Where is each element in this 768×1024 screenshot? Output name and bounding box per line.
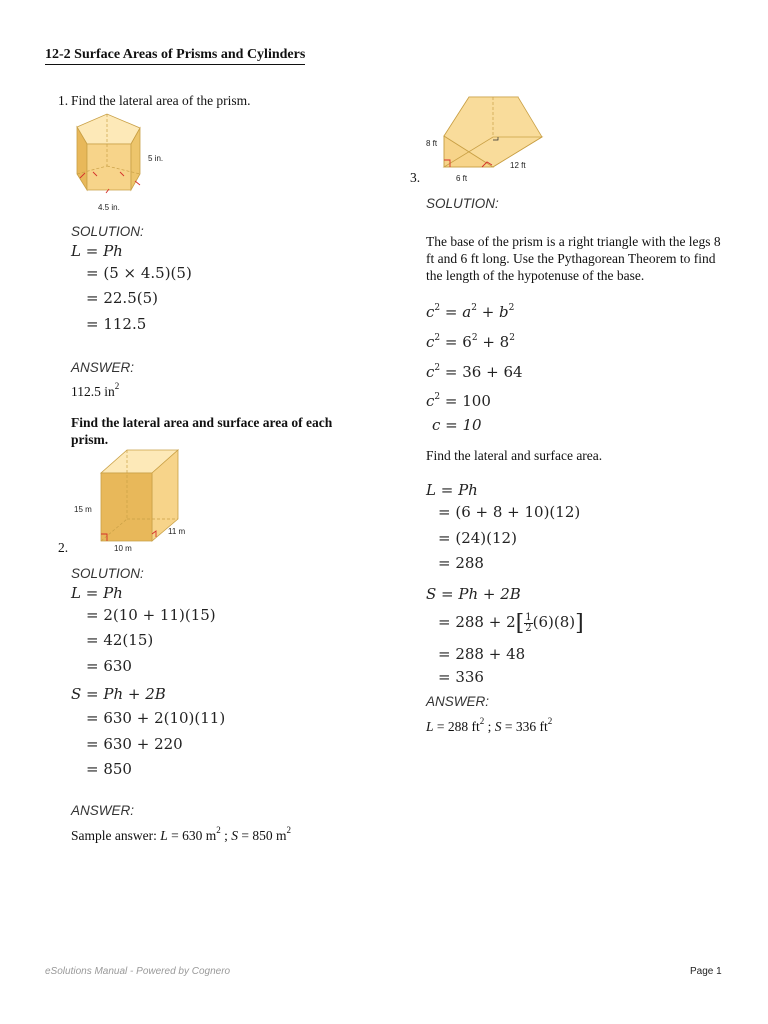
p1-line-3: = 22.5(5) xyxy=(86,289,158,307)
p2-answer: Sample answer: L = 630 $m^2$ ; S = 850 $m^2$ xyxy=(71,825,292,843)
p2-l-line-1: L = Ph xyxy=(71,584,123,602)
p3-solution-label: SOLUTION: xyxy=(426,196,499,211)
page-title: 12-2 Surface Areas of Prisms and Cylinders xyxy=(45,46,305,65)
p3-pyth-2: $c^2 = 6^2 + 8^2$ xyxy=(426,333,515,351)
fig3-depth-label: 12 ft xyxy=(510,161,526,170)
p3-l-line-2: = (6 + 8 + 10)(12) xyxy=(438,503,581,521)
p3-pyth-4: $c^2 = 100$ xyxy=(426,392,491,410)
p3-s-line-1: S = Ph + 2B xyxy=(426,585,521,603)
fig1-side-label: 4.5 in. xyxy=(98,203,120,212)
problem-1-number: 1. xyxy=(58,93,69,108)
p2-answer-label: ANSWER: xyxy=(71,803,135,818)
p2-l-line-4: = 630 xyxy=(86,657,132,675)
problem-2-number: 2. xyxy=(58,540,69,555)
triangular-prism-figure xyxy=(420,92,550,184)
p3-pyth-3: $c^2 = 36 + 64$ xyxy=(426,363,523,381)
p2-l-line-3: = 42(15) xyxy=(86,631,154,649)
fig2-depth-label: 11 m xyxy=(168,527,186,536)
fig3-base-label: 6 ft xyxy=(456,174,468,183)
p2-l-line-2: = 2(10 + 11)(15) xyxy=(86,606,216,624)
p2-s-line-2: = 630 + 2(10)(11) xyxy=(86,709,226,727)
p3-l-line-1: L = Ph xyxy=(426,481,478,499)
p3-l-line-3: = (24)(12) xyxy=(438,529,517,547)
p3-s-line-3: = 288 + 48 xyxy=(438,645,526,663)
p3-explanation: The base of the prism is a right triangle with the legs 8 ft and 6 ft long. Use the Pythagorean Theorem to find the length of the hypotenuse of the base. xyxy=(426,234,721,283)
pentagonal-prism-figure xyxy=(60,110,180,215)
problem-3-number: 3. xyxy=(410,170,421,185)
fig1-height-label: 5 in. xyxy=(148,154,164,163)
footer-credit: eSolutions Manual - Powered by Cognero xyxy=(45,966,231,977)
p3-pyth-1: $c^2 = a^2 + b^2$ xyxy=(426,303,515,321)
p3-l-line-4: = 288 xyxy=(438,554,484,572)
p2-solution-label: SOLUTION: xyxy=(71,566,144,581)
p2-s-line-1: S = Ph + 2B xyxy=(71,685,166,703)
page-number: Page 1 xyxy=(690,966,722,977)
p3-s-line-4: = 336 xyxy=(438,668,484,686)
p1-line-4: = 112.5 xyxy=(86,315,147,333)
section-instruction: Find the lateral area and surface area of each prism. xyxy=(71,415,333,447)
p3-s-line-2: = $288 + 2[\frac{1}{2}(6)(8)]$ xyxy=(438,611,584,636)
fig2-width-label: 10 m xyxy=(114,544,132,553)
p1-line-1: L = Ph xyxy=(71,242,123,260)
rectangular-prism-figure xyxy=(60,445,200,557)
p1-solution-label: SOLUTION: xyxy=(71,224,144,239)
p1-answer-label: ANSWER: xyxy=(71,360,135,375)
p1-line-2: = (5 × 4.5)(5) xyxy=(86,264,192,282)
p2-s-line-3: = 630 + 220 xyxy=(86,735,183,753)
p3-answer-label: ANSWER: xyxy=(426,694,490,709)
p3-pyth-5: c = 10 xyxy=(432,416,482,434)
p3-find-text: Find the lateral and surface area. xyxy=(426,448,603,463)
p3-answer: L = 288 $ft^2$ ; S = 336 $ft^2$ xyxy=(426,716,553,734)
fig3-height-label: 8 ft xyxy=(426,139,438,148)
fig2-height-label: 15 m xyxy=(74,505,92,514)
p2-s-line-4: = 850 xyxy=(86,760,132,778)
p1-answer: 112.5 $in^2$ xyxy=(71,381,120,399)
problem-1-question: Find the lateral area of the prism. xyxy=(71,93,251,108)
